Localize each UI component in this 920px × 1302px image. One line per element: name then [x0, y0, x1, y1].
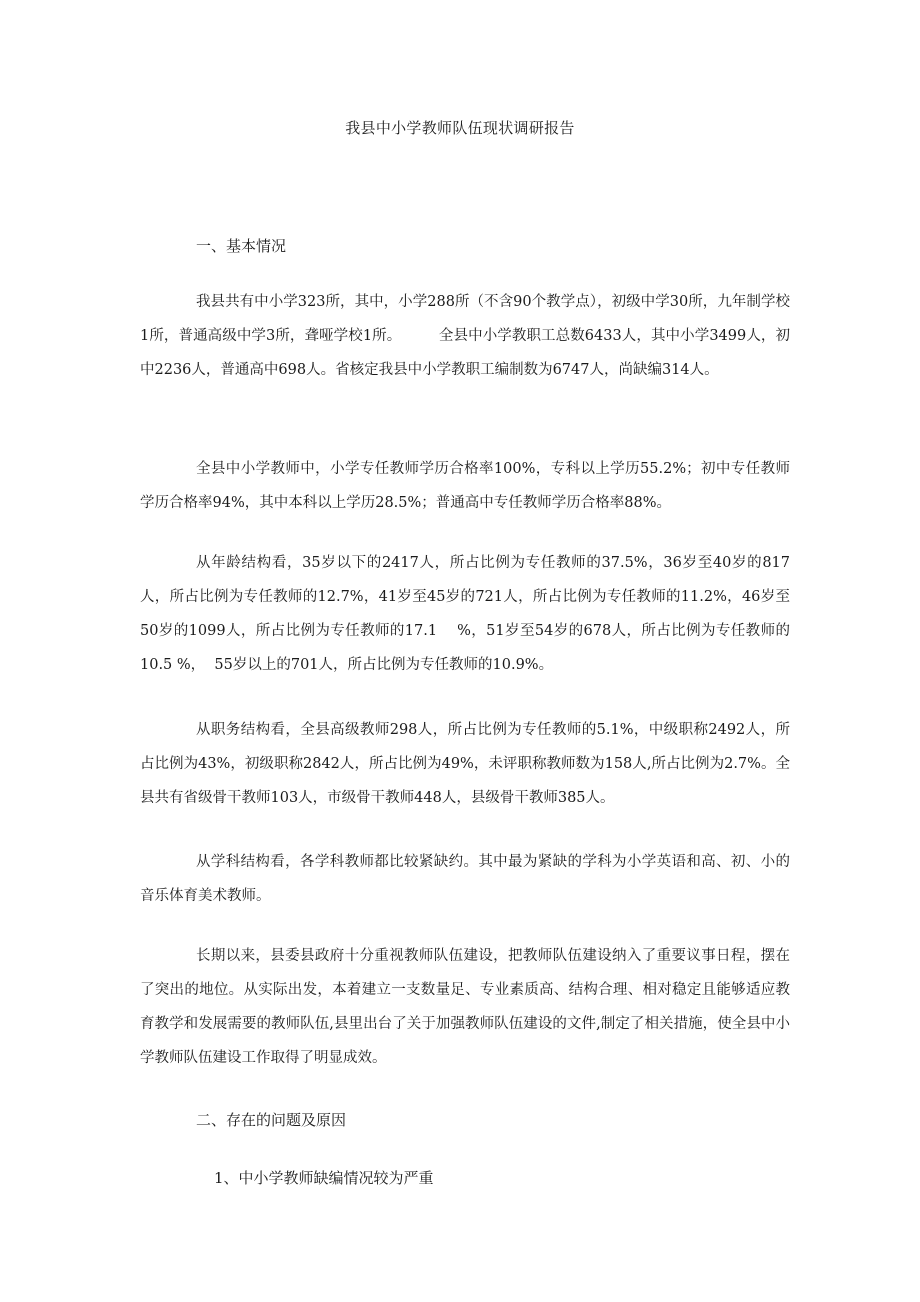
- paragraph-school-counts: 我县共有中小学323所，其中，小学288所（不含90个教学点），初级中学30所，九年制学校1所，普通高级中学3所，聋哑学校1所。 全县中小学教职工总数6433人，其中小学3499人，初中2236人，普通高中698人。省核定我县中小学教职工编制数为6747人，尚缺编314人。: [140, 294, 790, 378]
- paragraph-qualification-rates: 全县中小学教师中，小学专任教师学历合格率100%，专科以上学历55.2%；初中专任教师学历合格率94%，其中本科以上学历28.5%；普通高中专任教师学历合格率88%。: [140, 461, 790, 511]
- paragraph-subject-structure: 从学科结构看，各学科教师都比较紧缺约。其中最为紧缺的学科为小学英语和高、初、小的音乐体育美术教师。: [140, 854, 790, 904]
- document-title: 我县中小学教师队伍现状调研报告: [345, 119, 575, 137]
- section-heading-problems: 二、存在的问题及原因: [196, 1111, 347, 1129]
- subsection-heading-staff-shortage: 1、中小学教师缺编情况较为严重: [214, 1169, 434, 1187]
- paragraph-age-structure: 从年龄结构看，35岁以下的2417人，所占比例为专任教师的37.5%，36岁至40岁的817人，所占比例为专任教师的12.7%，41岁至45岁的721人，所占比例为专任教师的11.2%，46岁至50岁的1099人，所占比例为专任教师的17.1 %，51岁至54岁的678人，所占比例为专任教师的10.5 %， 55岁以上的701人，所占比例为专任教师的10.9%。: [140, 555, 790, 673]
- paragraph-title-structure: 从职务结构看，全县高级教师298人，所占比例为专任教师的5.1%，中级职称2492人，所占比例为43%，初级职称2842人，所占比例为49%，未评职称教师数为158人,所占比例为2.7%。全县共有省级骨干教师103人，市级骨干教师448人，县级骨干教师385人。: [140, 722, 790, 806]
- paragraph-team-building: 长期以来，县委县政府十分重视教师队伍建设，把教师队伍建设纳入了重要议事日程，摆在了突出的地位。从实际出发，本着建立一支数量足、专业素质高、结构合理、相对稳定且能够适应教育教学和发展需要的教师队伍,县里出台了关于加强教师队伍建设的文件,制定了相关措施，使全县中小学教师队伍建设工作取得了明显成效。: [140, 948, 790, 1066]
- section-heading-basic-situation: 一、基本情况: [196, 237, 287, 255]
